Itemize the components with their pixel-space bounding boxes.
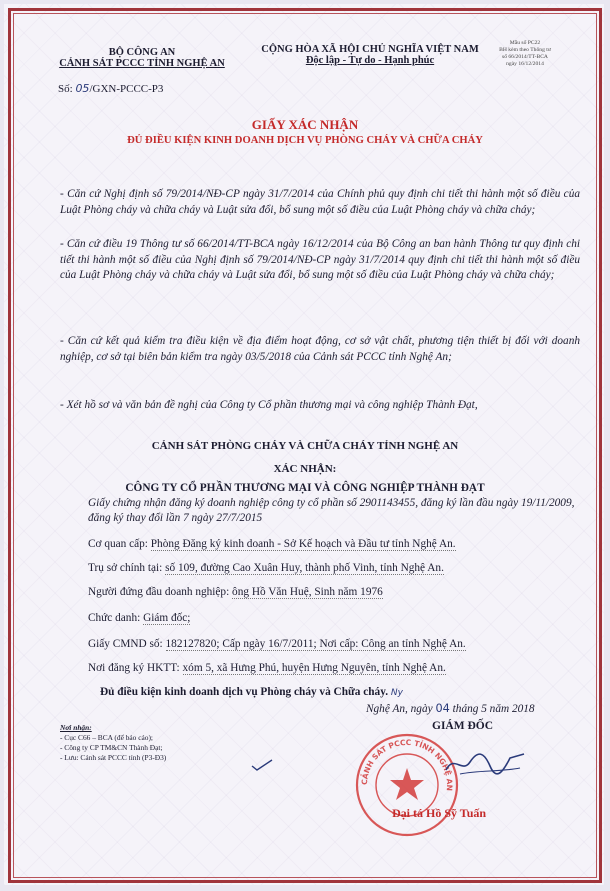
issue-date [366,702,535,715]
recipient-item: - Lưu: Cảnh sát PCCC tỉnh (P3-Đ3) [60,753,167,762]
field-label: Người đứng đầu doanh nghiệp: [88,586,230,598]
legal-basis-3: - Căn cứ kết quả kiểm tra điều kiện về địa điểm hoạt động, cơ sở vật chất, phương tiện thiết bị đối với doanh nghiệp, cơ sở tại biên bản kiểm tra ngày 03/5/2018 của Cảnh sát PCCC tỉnh Nghệ An; [60,335,580,363]
recipients-heading: Nơi nhận: [60,723,92,732]
field-value: xóm 5, xã Hưng Phú, huyện Hưng Nguyên, tỉnh Nghệ An. [182,662,446,674]
eligibility-conclusion [100,686,403,698]
field-value: 182127820; Cấp ngày 16/7/2011; Nơi cấp: Công an tỉnh Nghệ An. [165,638,466,650]
legal-basis-4: - Xét hồ sơ và văn bản đề nghị của Công ty Cổ phần thương mại và công nghiệp Thành Đạt, [60,399,478,411]
document-title: GIẤY XÁC NHẬN [251,117,359,132]
national-motto [250,44,490,66]
legal-basis-1: - Căn cứ Nghị định số 79/2014/NĐ-CP ngày 31/7/2014 của Chính phủ quy định chi tiết thi hành một số điều của Luật Phòng cháy và chữa cháy và Luật sửa đổi, bổ sung một số điều của Luật Phòng cháy và chữa cháy; [60,188,580,216]
doc-number-handwritten: 05 [75,82,90,95]
confirm-heading: XÁC NHẬN: [273,463,337,475]
nation-line-2: Độc lập - Tự do - Hạnh phúc [305,55,435,66]
field-label: Cơ quan cấp: [88,538,148,550]
handwritten-check-icon [250,758,274,772]
field-label: Nơi đăng ký HKTT: [88,662,180,674]
field-value: số 109, đường Cao Xuân Huy, thành phố Vinh, tỉnh Nghệ An. [165,562,444,574]
handwritten-initial: Ny [390,688,403,698]
date-suffix: tháng 5 năm 2018 [452,703,535,715]
seal-text: CẢNH SÁT PCCC TỈNH NGHỆ AN [359,737,455,792]
business-registration-certificate: Giấy chứng nhận đăng ký doanh nghiệp công ty cổ phần số 2901143455, đăng ký lần đầu ngày 19/11/2009, đăng ký thay đổi lần 7 ngày 27/7/2015 [88,497,575,524]
date-day-handwritten: 04 [435,702,450,715]
field-label: Trụ sở chính tại: [88,562,163,574]
field-value: Phòng Đăng ký kinh doanh - Sở Kế hoạch và Đầu tư tỉnh Nghệ An. [150,538,456,550]
recipient-item: - Cục C66 – BCA (để báo cáo); [60,733,153,742]
field-permanent-residence [88,662,446,674]
agency-line-1: BỘ CÔNG AN [108,47,176,58]
field-value: ông Hồ Văn Huệ, Sinh năm 1976 [232,586,383,598]
field-label: Chức danh: [88,612,141,624]
field-label: Giấy CMND số: [88,638,163,650]
director-title: GIÁM ĐỐC [432,720,494,732]
form-note-line: Mẫu số PC22 [509,40,541,46]
field-issuing-office [88,538,456,550]
issuing-agency [38,47,246,69]
doc-number-prefix: Số: [58,83,73,95]
director-signature-icon [440,744,530,782]
form-note-line: BH kèm theo Thông tư [499,47,551,53]
authority-heading: CẢNH SÁT PHÒNG CHÁY VÀ CHỮA CHÁY TỈNH NGHỆ AN [151,440,459,452]
field-id-card [88,638,466,650]
date-prefix: Nghệ An, ngày [366,703,433,715]
nation-line-1: CỘNG HÒA XÃ HỘI CHỦ NGHĨA VIỆT NAM [261,44,479,55]
document-subtitle: ĐỦ ĐIỀU KIỆN KINH DOANH DỊCH VỤ PHÒNG CHÁY VÀ CHỮA CHÁY [127,135,483,146]
legal-basis-2: - Căn cứ điều 19 Thông tư số 66/2014/TT-BCA ngày 16/12/2014 của Bộ Công an ban hành Thông tư quy định chi tiết thi hành một số điều của Nghị định số 79/2014/NĐ-CP ngày 31/7/2014 quy định chi tiết thi hành một số điều của Luật Phòng cháy và chữa cháy và Luật sửa đổi, bổ sung một số điều của Luật Phòng cháy và chữa cháy; [60,238,580,281]
conclusion-text: Đủ điều kiện kinh doanh dịch vụ Phòng cháy và Chữa cháy. [100,686,389,698]
agency-line-2: CẢNH SÁT PCCC TỈNH NGHỆ AN [59,58,225,69]
form-note-line: ngày 16/12/2014 [506,61,544,67]
document-number [58,82,163,95]
company-name: CÔNG TY CỔ PHẦN THƯƠNG MẠI VÀ CÔNG NGHIỆP THÀNH ĐẠT [125,482,485,494]
form-reference-note [470,40,580,68]
field-head-office [88,562,444,574]
field-value: Giám đốc; [143,612,191,624]
signer-name: Đại tá Hồ Sỹ Tuấn [392,806,487,820]
field-position [88,612,190,624]
recipient-item: - Công ty CP TM&CN Thành Đạt; [60,743,163,752]
doc-number-suffix: /GXN-PCCC-P3 [89,83,164,95]
recipients-list [60,723,166,763]
form-note-line: số 66/2014/TT-BCA [502,54,548,60]
field-head-of-company [88,586,383,598]
